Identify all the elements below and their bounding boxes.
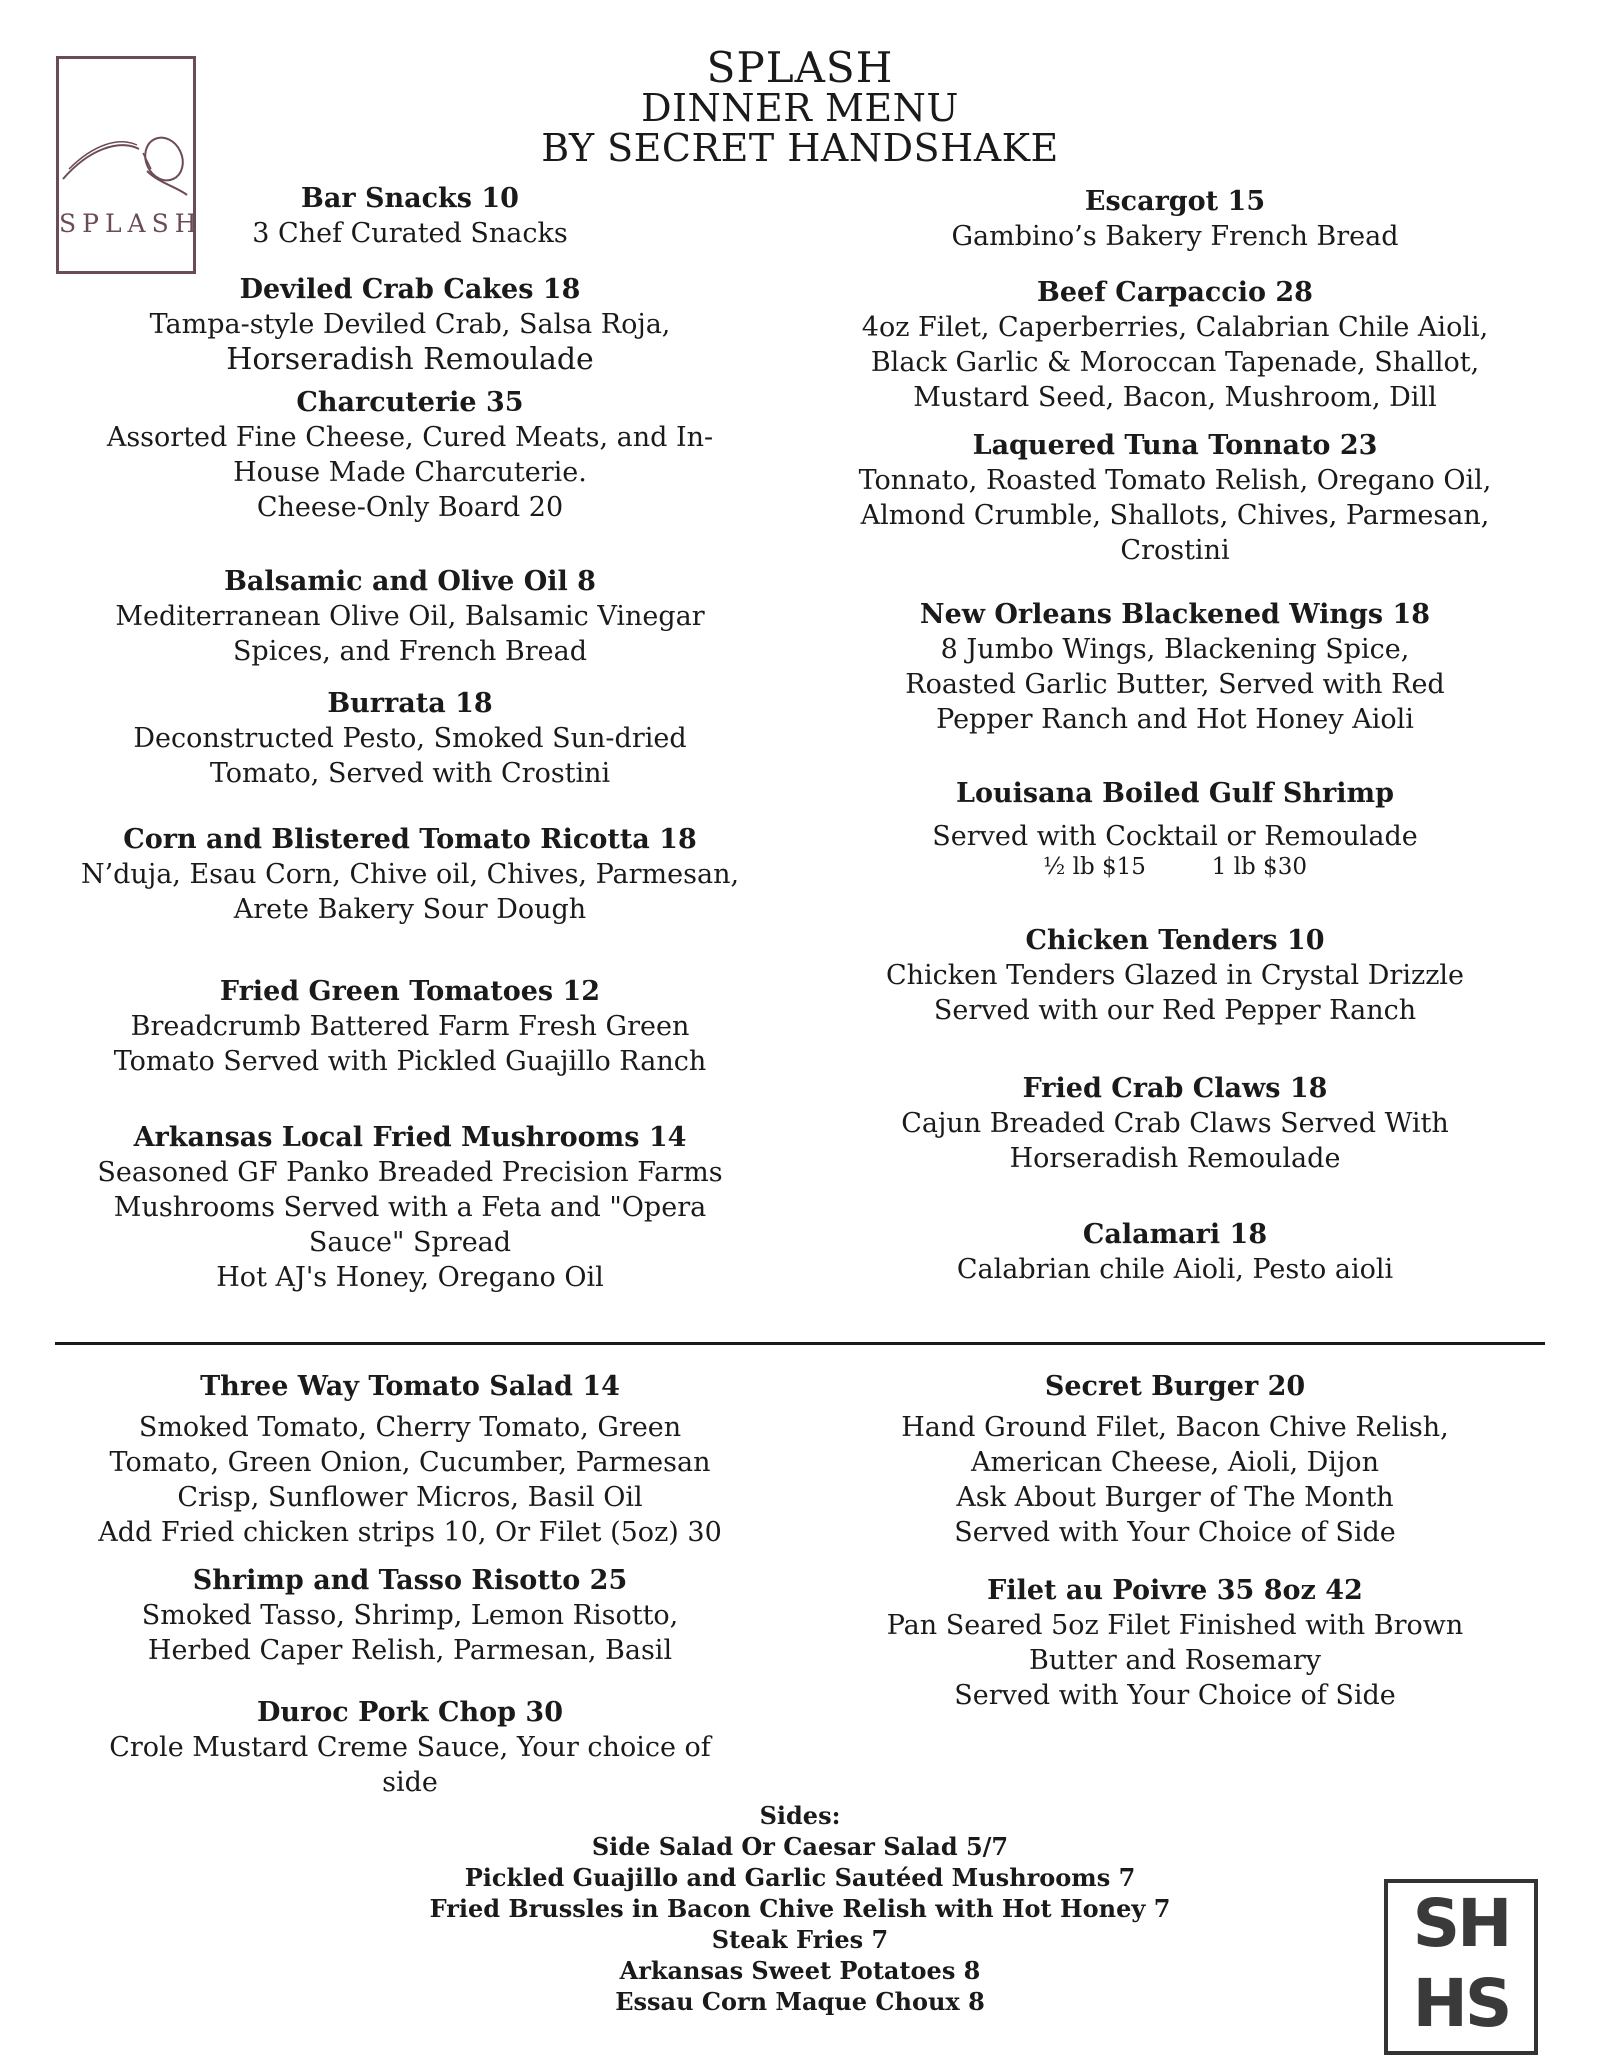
- item-desc: Add Fried chicken strips 10, Or Filet (5oz) 30: [98, 1517, 722, 1548]
- menu-item: [810, 276, 1540, 415]
- item-desc: Tonnato, Roasted Tomato Relish, Oregano Oil,: [858, 465, 1492, 496]
- item-name: Calamari 18: [1082, 1219, 1268, 1250]
- item-prices: ½ lb $15 1 lb $30: [1043, 854, 1307, 880]
- menu-item: [45, 687, 775, 791]
- item-name: Escargot 15: [1084, 186, 1266, 217]
- item-desc: Seasoned GF Panko Breaded Precision Farms: [97, 1157, 723, 1188]
- menu-item: [45, 1370, 775, 1550]
- item-desc: Sauce" Spread: [308, 1227, 512, 1258]
- item-desc: Tampa-style Deviled Crab, Salsa Roja,: [149, 309, 671, 340]
- item-name: Arkansas Local Fried Mushrooms 14: [133, 1122, 687, 1153]
- menu-item: [810, 1218, 1540, 1287]
- item-desc: Black Garlic & Moroccan Tapenade, Shallot,: [870, 347, 1480, 378]
- item-name: New Orleans Blackened Wings 18: [919, 599, 1431, 630]
- item-desc: Chicken Tenders Glazed in Crystal Drizzle: [885, 960, 1465, 991]
- menu-item: [45, 565, 775, 669]
- item-desc: Served with Cocktail or Remoulade: [932, 821, 1418, 852]
- item-desc: Crole Mustard Creme Sauce, Your choice of: [109, 1732, 711, 1763]
- item-name: Deviled Crab Cakes 18: [239, 274, 581, 305]
- item-desc: Arete Bakery Sour Dough: [233, 894, 587, 925]
- item-desc: Horseradish Remoulade: [226, 342, 594, 377]
- item-desc: Roasted Garlic Butter, Served with Red: [905, 669, 1445, 700]
- left-bottom-column: [45, 1370, 775, 1800]
- restaurant-name: SPLASH: [706, 43, 894, 92]
- item-name: Secret Burger 20: [1044, 1371, 1306, 1402]
- shhs-logo: [1384, 1879, 1538, 2055]
- item-desc: Mushrooms Served with a Feta and "Opera: [113, 1192, 707, 1223]
- menu-item: [45, 1564, 775, 1668]
- item-desc: Tomato, Green Onion, Cucumber, Parmesan: [109, 1447, 711, 1478]
- item-name: Burrata 18: [327, 688, 493, 719]
- item-desc: Smoked Tomato, Cherry Tomato, Green: [138, 1412, 682, 1443]
- item-desc: Cajun Breaded Crab Claws Served With: [901, 1108, 1449, 1139]
- item-desc: Hot AJ's Honey, Oregano Oil: [216, 1262, 604, 1293]
- sides-section: [0, 1800, 1600, 2017]
- logo-text: SPLASH: [59, 209, 203, 238]
- left-top-column: [45, 182, 775, 1295]
- sides-title: Sides:: [759, 1801, 841, 1830]
- menu-item: [45, 823, 775, 927]
- item-desc: Butter and Rosemary: [1028, 1645, 1322, 1676]
- item-name: Beef Carpaccio 28: [1037, 277, 1313, 308]
- menu-subtitle: BY SECRET HANDSHAKE: [541, 126, 1059, 170]
- item-desc: Crisp, Sunflower Micros, Basil Oil: [177, 1482, 643, 1513]
- right-bottom-column: [810, 1370, 1540, 1713]
- item-desc: Served with Your Choice of Side: [954, 1517, 1396, 1548]
- item-desc: Ask About Burger of The Month: [956, 1482, 1394, 1513]
- menu-item: [45, 273, 775, 378]
- item-name: Laquered Tuna Tonnato 23: [972, 430, 1378, 461]
- item-desc: Mediterranean Olive Oil, Balsamic Vinegar: [115, 601, 705, 632]
- item-desc: Assorted Fine Cheese, Cured Meats, and In-: [106, 422, 714, 453]
- side-item: Side Salad Or Caesar Salad 5/7: [591, 1832, 1009, 1861]
- menu-item: [45, 1696, 775, 1800]
- item-name: Balsamic and Olive Oil 8: [224, 566, 596, 597]
- item-desc: House Made Charcuterie.: [233, 457, 587, 488]
- item-name: Fried Crab Claws 18: [1022, 1073, 1328, 1104]
- item-desc: Pepper Ranch and Hot Honey Aioli: [936, 704, 1414, 735]
- shhs-logo-bottom: HS: [1412, 1965, 1510, 2042]
- item-desc: N’duja, Esau Corn, Chive oil, Chives, Parmesan,: [80, 859, 740, 890]
- side-item: Arkansas Sweet Potatoes 8: [619, 1956, 981, 1985]
- item-desc: Herbed Caper Relish, Parmesan, Basil: [147, 1635, 673, 1666]
- item-desc: 8 Jumbo Wings, Blackening Spice,: [940, 634, 1410, 665]
- item-desc: side: [382, 1767, 438, 1798]
- menu-item: [45, 386, 775, 525]
- side-item: Pickled Guajillo and Garlic Sautéed Mushrooms 7: [464, 1863, 1136, 1892]
- item-name: Bar Snacks 10: [301, 183, 519, 214]
- item-desc: Tomato, Served with Crostini: [209, 758, 611, 789]
- side-item: Fried Brussles in Bacon Chive Relish with Hot Honey 7: [429, 1894, 1171, 1923]
- menu-item: [810, 924, 1540, 1028]
- right-top-column: [810, 185, 1540, 1287]
- item-desc: Tomato Served with Pickled Guajillo Ranch: [113, 1046, 707, 1077]
- item-desc: Almond Crumble, Shallots, Chives, Parmesan,: [860, 500, 1490, 531]
- menu-item: [810, 598, 1540, 737]
- item-name: Charcuterie 35: [296, 387, 524, 418]
- menu-item: [45, 1121, 775, 1295]
- item-desc: Served with our Red Pepper Ranch: [933, 995, 1417, 1026]
- menu-item: [45, 975, 775, 1079]
- item-desc: Cheese-Only Board 20: [256, 492, 564, 523]
- item-desc: Deconstructed Pesto, Smoked Sun-dried: [133, 723, 687, 754]
- item-name: Duroc Pork Chop 30: [256, 1697, 564, 1728]
- item-name: Three Way Tomato Salad 14: [200, 1371, 620, 1402]
- item-desc: Smoked Tasso, Shrimp, Lemon Risotto,: [141, 1600, 679, 1631]
- side-item: Steak Fries 7: [711, 1925, 889, 1954]
- item-desc: Gambino’s Bakery French Bread: [951, 221, 1399, 252]
- menu-item: [810, 1574, 1540, 1713]
- item-desc: American Cheese, Aioli, Dijon: [971, 1447, 1379, 1478]
- menu-item: [810, 1370, 1540, 1550]
- menu-item: [810, 777, 1540, 880]
- item-name: Louisana Boiled Gulf Shrimp: [956, 778, 1394, 809]
- menu-item: [810, 1072, 1540, 1176]
- item-desc: Horseradish Remoulade: [1009, 1143, 1341, 1174]
- item-desc: Mustard Seed, Bacon, Mushroom, Dill: [913, 382, 1437, 413]
- item-name: Fried Green Tomatoes 12: [219, 976, 601, 1007]
- menu-item: [810, 185, 1540, 254]
- item-desc: 3 Chef Curated Snacks: [252, 218, 568, 249]
- menu-item: [810, 429, 1540, 568]
- item-desc: Hand Ground Filet, Bacon Chive Relish,: [901, 1412, 1449, 1443]
- item-desc: Spices, and French Bread: [232, 636, 588, 667]
- item-desc: Crostini: [1120, 535, 1230, 566]
- item-name: Shrimp and Tasso Risotto 25: [192, 1565, 628, 1596]
- item-desc: Served with Your Choice of Side: [954, 1680, 1396, 1711]
- item-name: Chicken Tenders 10: [1025, 925, 1325, 956]
- menu-header: [0, 43, 1600, 170]
- shhs-logo-top: SH: [1412, 1885, 1510, 1962]
- menu-title: DINNER MENU: [641, 86, 959, 130]
- item-desc: Breadcrumb Battered Farm Fresh Green: [130, 1011, 690, 1042]
- menu-item: [45, 182, 775, 251]
- item-desc: 4oz Filet, Caperberries, Calabrian Chile Aioli,: [861, 312, 1489, 343]
- item-desc: Calabrian chile Aioli, Pesto aioli: [956, 1254, 1394, 1285]
- item-name: Corn and Blistered Tomato Ricotta 18: [123, 824, 697, 855]
- side-item: Essau Corn Maque Choux 8: [615, 1987, 985, 2016]
- item-desc: Pan Seared 5oz Filet Finished with Brown: [886, 1610, 1464, 1641]
- item-name: Filet au Poivre 35 8oz 42: [987, 1575, 1363, 1606]
- section-divider: [55, 1342, 1545, 1345]
